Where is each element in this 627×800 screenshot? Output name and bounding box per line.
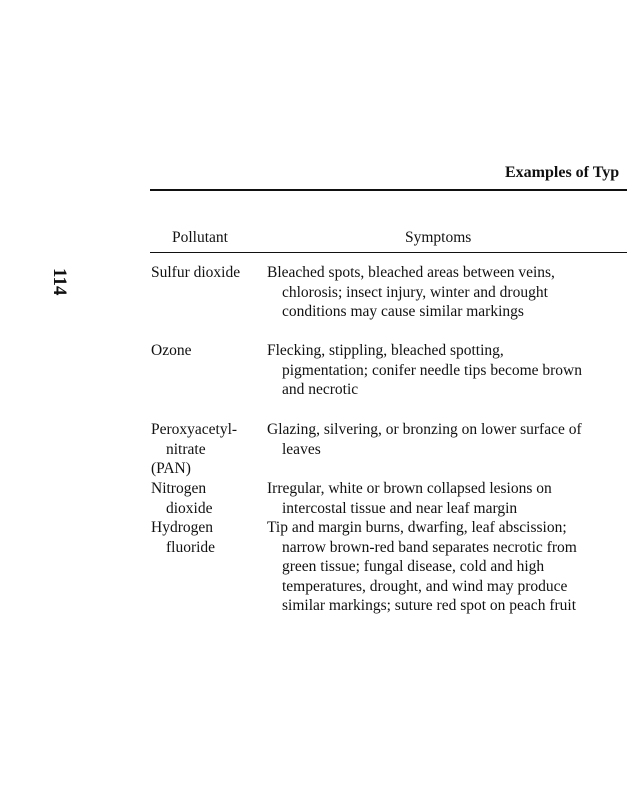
symptom-line: Bleached spots, bleached areas between veins, [267,264,555,281]
symptom-line: Flecking, stippling, bleached spotting, [267,342,504,359]
running-header: Examples of Typ [505,164,620,181]
pollutant-cell-ozone [151,341,191,361]
pollutant-line: nitrate [166,440,206,458]
symptom-cell-sulfur-dioxide [267,263,555,322]
symptom-line: Tip and margin burns, dwarfing, leaf abscission; [267,519,567,536]
symptom-cell-nitrogen-dioxide [267,479,552,518]
table-header-rule [150,252,627,253]
column-header-pollutant: Pollutant [172,229,228,246]
pollutant-cell-pan [151,420,237,479]
symptom-line: similar markings; suture red spot on peach fruit [282,597,577,614]
pollutant-cell-hydrogen-fluoride [151,518,215,557]
symptom-cell-hydrogen-fluoride [267,518,577,616]
symptom-line: and necrotic [282,381,359,398]
page-number: 114 [49,268,70,296]
symptom-line: green tissue; fungal disease, cold and high [282,558,545,575]
pollutant-line: Sulfur dioxide [151,264,241,281]
pollutant-line: Peroxyacetyl- [151,421,238,438]
pollutant-line: fluoride [166,538,216,556]
pollutant-line: Ozone [151,342,192,359]
column-header-symptoms: Symptoms [405,229,472,246]
pollutant-line: Nitrogen [151,480,207,497]
symptom-line: Glazing, silvering, or bronzing on lower surface of [267,421,582,438]
symptom-line: leaves [282,440,321,458]
symptom-line: Irregular, white or brown collapsed lesions on [267,480,552,497]
pollutant-line: Hydrogen [151,519,213,536]
pollutant-cell-sulfur-dioxide [151,263,240,283]
symptom-line: intercostal tissue and near leaf margin [282,499,518,517]
pollutant-line: dioxide [166,499,213,517]
symptom-line: temperatures, drought, and wind may produce [282,577,568,595]
symptom-line: pigmentation; conifer needle tips become brown [282,361,583,379]
symptom-line: narrow brown-red band separates necrotic from [282,538,577,556]
pollutant-cell-nitrogen-dioxide [151,479,213,518]
header-rule [150,189,627,191]
symptom-line: chlorosis; insect injury, winter and drought [282,283,548,301]
symptom-cell-ozone [267,341,582,400]
pollutant-line: (PAN) [151,460,191,477]
symptom-line: conditions may cause similar markings [282,303,524,320]
symptom-cell-pan [267,420,582,459]
